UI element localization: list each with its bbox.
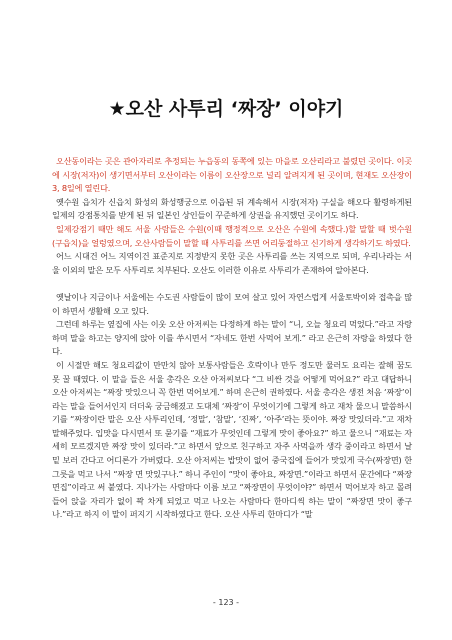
body-text	[52, 155, 412, 522]
paragraph-text: 오산동이라는 곳은 관아자리로 추정되는 누읍동의 동쪽에 있는 마을로 오산리라고 불렸던 곳이다. 이곳에 시장(저자)이 생기면서부터 오산이라는 이름이 오산장으로 널리 알려지게 된 곳이며, 현재도 오산장이 3, 8일에 열린다.	[52, 156, 412, 194]
paragraph	[52, 291, 412, 318]
paragraph-text: 그런데 하루는 옆집에 사는 이웃 오산 아저씨는 다정하게 하는 말이 “니, 오늘 청요리 먹었다.”라고 자랑하며 말을 하고는 양지에 앉아 이를 쑤시면서 “자네도 한번 사먹어 보게.” 라고 은근히 자랑을 하였다 한다.	[52, 319, 412, 357]
paragraph	[52, 223, 412, 250]
paragraph-text: 옛날이나 지금이나 서울에는 수도권 사람들이 많이 모여 살고 있어 자연스럽게 서울토박이와 접촉을 많이 하면서 생활해 오고 있다.	[52, 291, 412, 316]
page-title: ★오산 사투리 ‘짜장’ 이야기	[108, 98, 344, 120]
paragraph-text: 어느 시대건 어느 지역이건 표준지로 지정받지 못한 곳은 사투리를 쓰는 지역으로 되며, 우리나라는 서울 이외의 말은 모두 사투리로 치부된다. 오산도 이러한 이유로 사투리가 존재하여 알아본다.	[52, 251, 412, 275]
paragraph-text: 옛수원 읍치가 신읍치 화성의 화성행궁으로 이읍된 뒤 계속해서 시장(저자) 구실을 해오다 활령하게된 일제의 강점통치를 받게 된 뒤 일본인 상인들이 꾸준하게 상권을 유지했던 곳이기도 하다.	[52, 196, 412, 221]
paragraph	[52, 155, 412, 196]
paragraph	[52, 250, 412, 277]
page-number: - 123 -	[212, 598, 240, 607]
paragraph-text: 이 시절만 해도 청요리값이 만만치 않아 보통사람들은 호락이나 만두 정도만 물러도 요리는 잘해 꿈도 못 꿀 때였다. 이 말을 들은 서울 총각은 오산 아저씨보다 “그 비싼 것을 어떻게 먹어요?” 라고 대답하니 오산 아저씨는 “짜장 맛있으니 꼭 한번 먹어보게.” 하며 은근히 권하였다. 서울 총각은 생전 처음 ‘짜장’이라는 말을 들어서인지 더더욱 궁금해졌고 도대체 ‘짜장’이 무엇이기에 그렇게 하고 재차 물으니 말씀하시기를 “짜장이란 말은 오산 사투리인데, ‘정말’, ‘참말’, ‘진짜’, ‘아주’라는 뜻이야. 짜장 맛있더라.”고 재차 말해주었다. 입맛을 다시면서 또 묻기를 “재료가 무엇인데 그렇게 맛이 좋아요?” 하고 물으니 “재료는 자세히 모르겠지만 짜장 맛이 있더라.”고 하면서 앞으로 친구하고 자주 사먹을까 생각 중이라고 하면서 날밑 보러 간다고 어디론가 가버렸다. 오산 아저씨는 밥맛이 없어 중국집에 들어가 맛있게 국수(짜장면) 한 그릇을 먹고 나서 “짜장 면 맛있구나.” 하니 주인이 “맛이 좋아요, 짜장면.”이라고 하면서 문간에다 “짜장면집”이라고 써 붙였다. 지나가는 사람마다 이름 보고 “짜장면이 무엇이야?” 하면서 먹어보자 하고 몰려들어 앉을 자리가 없이 꽉 차게 되었고 먹고 나오는 사람마다 한마디씩 하는 말이 “짜장면 맛이 좋구나.”라고 하지 이 말이 퍼지기 시작하였다고 한다. 오산 사투리 한마디가 “말	[52, 359, 412, 520]
paragraph-text: 일제강점기 때만 해도 서울 사람들은 수원(이때 행정적으로 오산은 수원에 속했다.)할 말할 때 벗수원(구읍치)을 얼렁였으며, 오산사람들이 말할 때 사투리를 쓰면 어리둥절하고 신기하게 생각하기도 하였다.	[52, 223, 412, 248]
paragraph	[52, 359, 412, 522]
paragraph	[52, 196, 412, 223]
paragraph	[52, 318, 412, 359]
